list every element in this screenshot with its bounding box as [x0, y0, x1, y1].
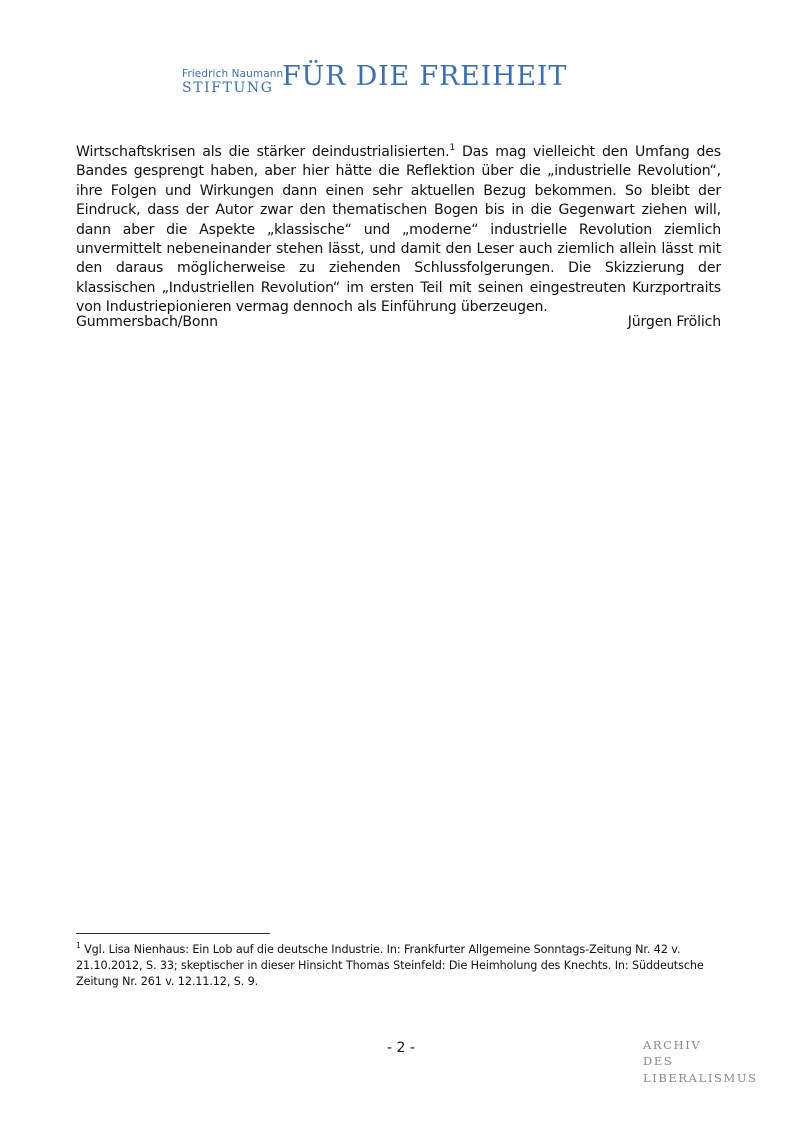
footnote-divider: [76, 933, 270, 934]
logo-stiftung: STIFTUNG: [182, 80, 274, 96]
logo-fuer-die-freiheit: FÜR DIE FREIHEIT: [282, 61, 568, 92]
logo-friedrich-naumann: Friedrich Naumann: [182, 68, 284, 80]
page-number: - 2 -: [387, 1040, 415, 1056]
archive-stamp-line-2: DES: [643, 1054, 674, 1069]
footnote-text: Vgl. Lisa Nienhaus: Ein Lob auf die deutsche Industrie. In: Frankfurter Allgemeine Sonntags-Zeitung Nr. 42 v. 21.10.2012, S. 33; skeptischer in dieser Hinsicht Thomas Steinfeld: Die Heimholung des Knechts. In: Süddeutsche Zeitung Nr. 261 v. 12.11.12, S. 9.: [76, 943, 704, 989]
archive-stamp-line-1: ARCHIV: [643, 1038, 702, 1052]
signature-row: [76, 314, 721, 330]
body-text-rest: Das mag vielleicht den Umfang des Bandes gesprengt haben, aber hier hätte die Reflektion über die „industrielle Revolution“, ihre Folgen und Wirkungen dann einen sehr aktuellen Bezug bekommen. So bleibt der Eindruck, dass der Autor zwar den thematischen Bogen bis in die Gegenwart ziehen will, dann aber die Aspekte „klassische“ und „moderne“ industrielle Revolution ziemlich unvermittelt nebeneinander stehen lässt, und damit den Leser auch ziemlich allein lässt mit den daraus möglicherweise zu ziehenden Schlussfolgerungen. Die Skizzierung der klassischen „Industriellen Revolution“ im ersten Teil mit seinen eingestreuten Kurzportraits von Industriepionieren vermag dennoch als Einführung überzeugen.: [76, 144, 721, 316]
body-paragraph: [76, 143, 721, 318]
archive-stamp: [643, 1037, 758, 1086]
footnote-reference[interactable]: 1: [449, 143, 456, 153]
archive-stamp-line-3: LIBERALISMUS: [643, 1070, 758, 1085]
footnote-number: 1: [76, 941, 81, 950]
body-text-start: Wirtschaftskrisen als die stärker deindustrialisierten.: [76, 144, 450, 160]
foundation-logo: [178, 60, 618, 100]
signature-location: Gummersbach/Bonn: [76, 314, 218, 330]
footnote: [76, 942, 736, 991]
signature-author: Jürgen Frölich: [627, 314, 721, 330]
